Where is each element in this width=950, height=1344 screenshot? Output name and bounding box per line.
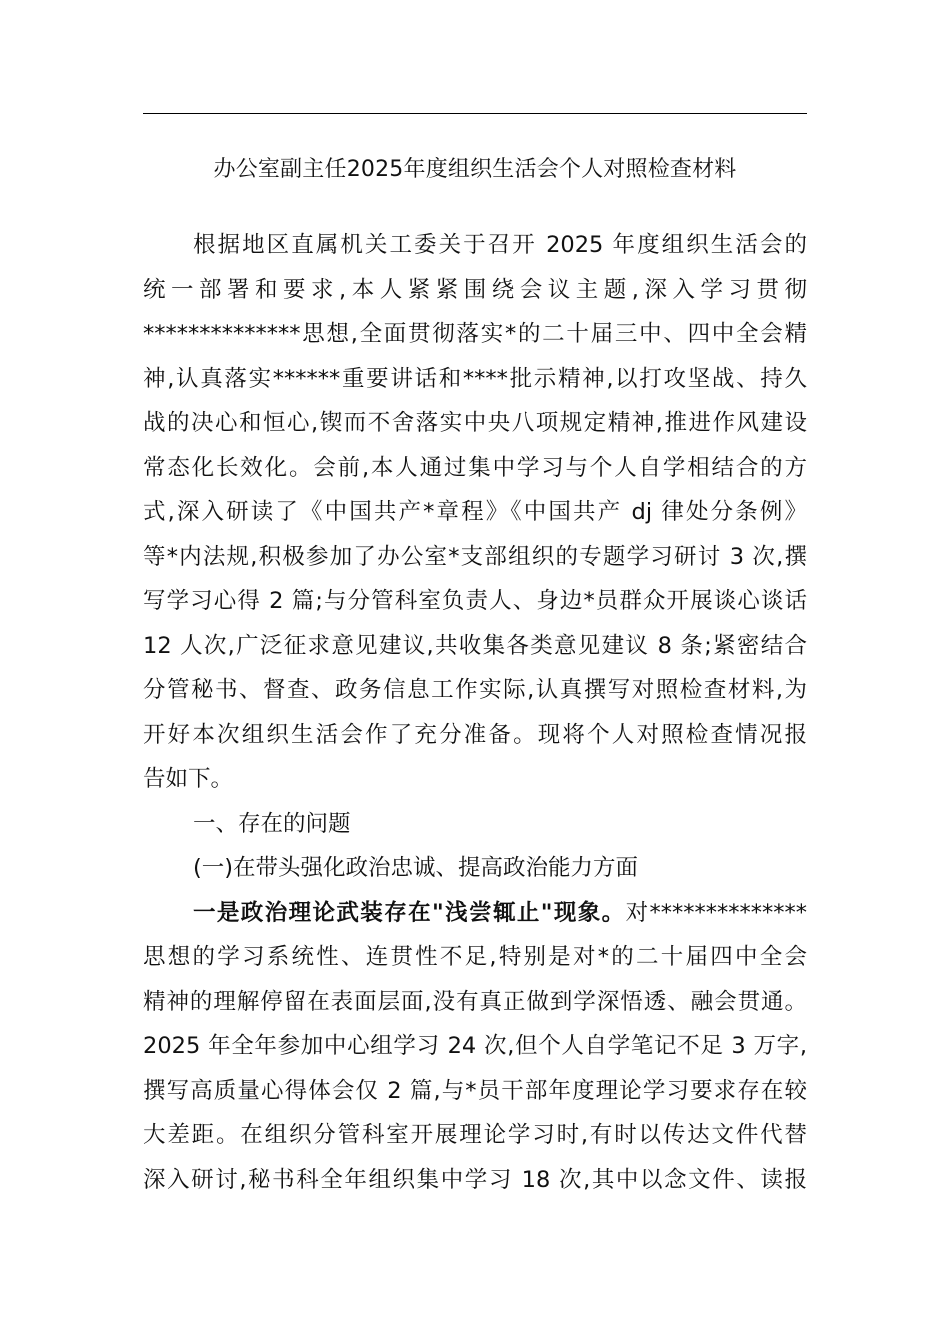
paragraph-line: 12 人次,广泛征求意见建议,共收集各类意见建议 8 条;紧密结合	[143, 632, 807, 659]
paragraph-line: **************思想,全面贯彻落实*的二十届三中、四中全会精	[143, 321, 807, 347]
paragraph-line: 写学习心得 2 篇;与分管科室负责人、身边*员群众开展谈心谈话	[143, 588, 807, 614]
paragraph-line: 分管秘书、督查、政务信息工作实际,认真撰写对照检查材料,为	[143, 677, 807, 703]
paragraph-line: 常态化长效化。会前,本人通过集中学习与个人自学相结合的方	[143, 454, 807, 481]
paragraph-line: 式,深入研读了《中国共产*章程》《中国共产 dj 律处分条例》	[143, 499, 807, 525]
section-heading: 一、存在的问题	[193, 810, 351, 837]
document-body	[143, 223, 807, 1202]
paragraph-line: 大差距。在组织分管科室开展理论学习时,有时以传达文件代替	[143, 1122, 807, 1148]
paragraph-line: 精神的理解停留在表面层面,没有真正做到学深悟透、融会贯通。	[143, 988, 807, 1015]
paragraph-line: 根据地区直属机关工委关于召开 2025 年度组织生活会的	[193, 232, 807, 258]
paragraph-line: 2025 年全年参加中心组学习 24 次,但个人自学笔记不足 3 万字,	[143, 1033, 807, 1059]
paragraph-line: 撰写高质量心得体会仅 2 篇,与*员干部年度理论学习要求存在较	[143, 1077, 807, 1104]
paragraph-line-lead	[143, 891, 807, 936]
paragraph-line: 思想的学习系统性、连贯性不足,特别是对*的二十届四中全会	[143, 944, 807, 970]
paragraph-line: 统一部署和要求,本人紧紧围绕会议主题,深入学习贯彻	[143, 276, 807, 303]
paragraph-line: 等*内法规,积极参加了办公室*支部组织的专题学习研讨 3 次,撰	[143, 543, 807, 570]
paragraph-line: 告如下。	[143, 766, 234, 792]
paragraph-line: 神,认真落实******重要讲话和****批示精神,以打攻坚战、持久	[143, 365, 807, 392]
bold-lead-text: 一是政治理论武装存在"浅尝辄止"现象。	[193, 899, 626, 926]
paragraph-line: 战的决心和恒心,锲而不舍落实中央八项规定精神,推进作风建设	[143, 410, 807, 436]
subsection-heading: (一)在带头强化政治忠诚、提高政治能力方面	[193, 855, 639, 881]
header-rule	[143, 113, 807, 114]
paragraph-line: 深入研讨,秘书科全年组织集中学习 18 次,其中以念文件、读报	[143, 1166, 807, 1193]
document-title: 办公室副主任2025年度组织生活会个人对照检查材料	[213, 157, 737, 182]
paragraph-line: 开好本次组织生活会作了充分准备。现将个人对照检查情况报	[143, 721, 807, 748]
lead-rest-text: 对**************	[625, 899, 807, 926]
